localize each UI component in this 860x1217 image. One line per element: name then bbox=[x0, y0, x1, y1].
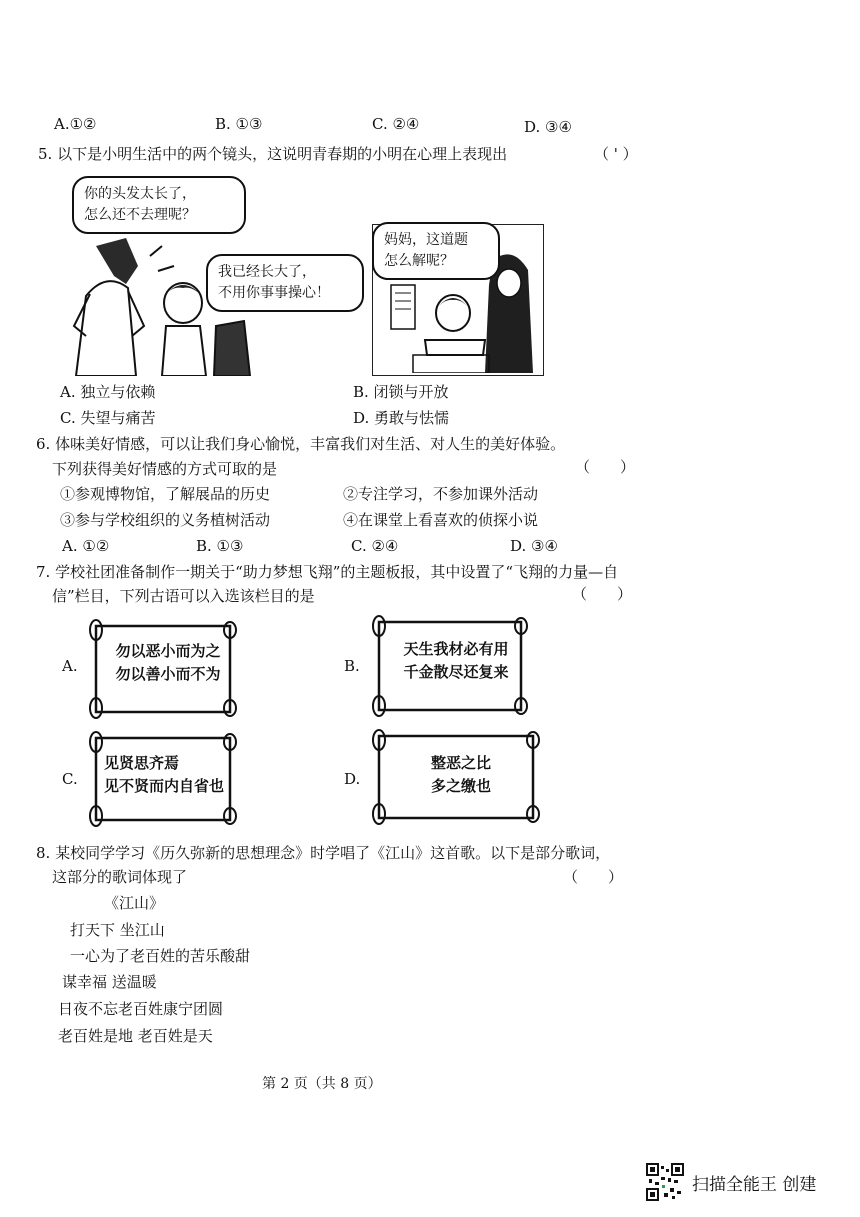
lyrics-line: 打天下 坐江山 bbox=[70, 921, 165, 939]
q7-stem-line1: 7. 学校社团准备制作一期关于“助力梦想飞翔”的主题板报，其中设置了“飞翔的力量—自 bbox=[36, 563, 619, 581]
q6-answer-paren: （ ） bbox=[575, 458, 636, 476]
q6-stem-line2: 下列获得美好情感的方式可取的是 bbox=[52, 460, 278, 478]
scroll-b-text bbox=[391, 638, 521, 684]
q8-stem-line1: 8. 某校同学学习《历久弥新的思想理念》时学唱了《江山》这首歌。以下是部分歌词， bbox=[36, 844, 611, 862]
speech-bubble-boy bbox=[206, 254, 364, 312]
bubble-boy-line: 不用你事事操心！ bbox=[218, 285, 330, 301]
q7-scroll-a bbox=[86, 616, 238, 720]
speech-bubble-mother bbox=[72, 176, 246, 234]
bubble-mother-line: 怎么还不去理呢？ bbox=[84, 207, 196, 223]
q6-option-b: B. ①③ bbox=[196, 537, 244, 555]
scroll-c-line: 见不贤而内自省也 bbox=[104, 777, 225, 795]
bubble-mother-line: 你的头发太长了， bbox=[84, 186, 196, 202]
lyrics-line: 一心为了老百姓的苦乐酸甜 bbox=[70, 947, 251, 965]
scroll-a-line: 勿以善小而不为 bbox=[115, 665, 221, 683]
q6-option-c: C. ②④ bbox=[351, 537, 399, 555]
q6-item-2: ②专注学习，不参加课外活动 bbox=[343, 485, 539, 503]
scroll-b-line: 千金散尽还复来 bbox=[403, 663, 509, 681]
bubble-boy-line: 我已经长大了， bbox=[218, 264, 316, 280]
q7-choice-a-letter: A. bbox=[62, 657, 78, 675]
bubble-girl-line: 妈妈，这道题 bbox=[384, 232, 468, 248]
q6-item-3: ③参与学校组织的义务植树活动 bbox=[60, 511, 271, 529]
q6-option-a: A. ①② bbox=[62, 537, 110, 555]
q5-option-a: A. 独立与依赖 bbox=[60, 383, 156, 401]
q5-option-b: B. 闭锁与开放 bbox=[353, 383, 449, 401]
q7-scroll-b bbox=[369, 612, 529, 718]
q4-option-a: A.①② bbox=[54, 115, 97, 133]
q6-item-4: ④在课堂上看喜欢的侦探小说 bbox=[343, 511, 539, 529]
scroll-d-text bbox=[391, 752, 531, 798]
scroll-a-text bbox=[108, 640, 228, 686]
scanner-watermark-text: 扫描全能王 创建 bbox=[692, 1175, 817, 1195]
q5-option-d: D. 勇敢与怯懦 bbox=[353, 409, 450, 427]
q6-item-1: ①参观博物馆，了解展品的历史 bbox=[60, 485, 271, 503]
q7-choice-d-letter: D. bbox=[344, 770, 361, 788]
lyrics-line: 谋幸福 送温暖 bbox=[62, 973, 157, 991]
q4-option-b: B. ①③ bbox=[215, 115, 263, 133]
q8-answer-paren: （ ） bbox=[563, 868, 624, 886]
q7-choice-b-letter: B. bbox=[344, 657, 360, 675]
q7-choice-c-letter: C. bbox=[62, 770, 78, 788]
lyrics-line: 日夜不忘老百姓康宁团圆 bbox=[58, 1000, 224, 1018]
q6-option-d: D. ③④ bbox=[510, 537, 558, 555]
scroll-c-text bbox=[104, 752, 232, 798]
scroll-d-line: 整恶之比 bbox=[430, 754, 491, 772]
q4-option-c: C. ②④ bbox=[372, 115, 420, 133]
q8-stem-line2: 这部分的歌词体现了 bbox=[52, 868, 188, 886]
q7-answer-paren: （ ） bbox=[572, 585, 633, 603]
q6-stem-line1: 6. 体味美好情感，可以让我们身心愉悦，丰富我们对生活、对人生的美好体验。 bbox=[36, 435, 566, 453]
speech-bubble-girl bbox=[372, 222, 500, 280]
page-number: 第 2 页（共 8 页） bbox=[262, 1076, 382, 1092]
q5-stem: 5. 以下是小明生活中的两个镜头，这说明青春期的小明在心理上表现出 bbox=[38, 145, 508, 163]
qr-code-icon bbox=[646, 1163, 684, 1201]
scroll-d-line: 多之缴也 bbox=[430, 777, 491, 795]
q7-scroll-c bbox=[86, 728, 238, 828]
q7-stem-line2: 信”栏目，下列古语可以入选该栏目的是 bbox=[52, 587, 315, 605]
q4-option-d: D. ③④ bbox=[524, 118, 572, 136]
q5-answer-paren: （ ' ） bbox=[594, 145, 638, 163]
q5-option-c: C. 失望与痛苦 bbox=[60, 409, 156, 427]
scroll-a-line: 勿以恶小而为之 bbox=[115, 642, 221, 660]
q7-scroll-d bbox=[369, 726, 541, 826]
lyrics-title: 《江山》 bbox=[104, 894, 165, 912]
scroll-b-line: 天生我材必有用 bbox=[403, 640, 509, 658]
bubble-girl-line: 怎么解呢？ bbox=[384, 253, 454, 269]
lyrics-line: 老百姓是地 老百姓是天 bbox=[58, 1027, 213, 1045]
scroll-c-line: 见贤思齐焉 bbox=[104, 754, 180, 772]
